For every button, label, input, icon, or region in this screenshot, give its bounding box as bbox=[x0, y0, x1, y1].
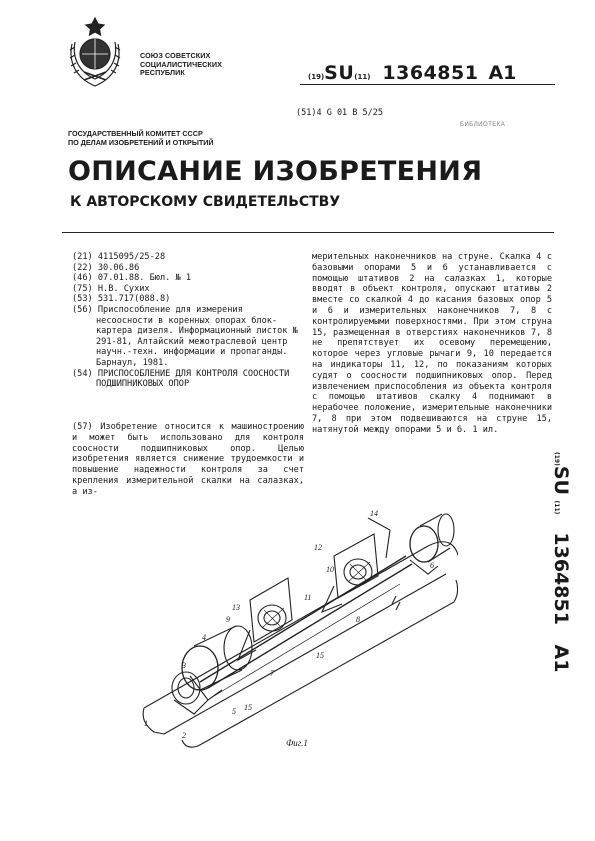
label-2: 2 bbox=[182, 731, 186, 740]
ipc-classification: (51)4 G 01 B 5/25 bbox=[296, 108, 383, 118]
figure-caption: Фиг.1 bbox=[286, 738, 308, 748]
technical-drawing bbox=[138, 500, 458, 762]
committee-name bbox=[68, 130, 214, 147]
header-rule bbox=[300, 84, 555, 85]
field-46: (46) 07.01.88. Бюл. № 1 bbox=[72, 273, 191, 284]
label-14: 14 bbox=[370, 509, 378, 518]
field-53: (53) 531.717(088.8) bbox=[72, 294, 171, 305]
kind-code: A1 bbox=[488, 62, 517, 84]
label-8: 8 bbox=[356, 615, 360, 624]
inid-19: (19) bbox=[308, 73, 325, 81]
description-text: мерительных наконечников на струне. Скалка 4 с базовыми опорами 5 и 6 устанавливается с помощью штативов 2 на салазках 1, которые вводят в объект контроля, опускают штативы 2 вместе со скалкой 4 до касания базовых опор 5 и 6 и измерительных наконечников 7, 8 с контролируемыми поверхностями. При этом струна 15, размещенная в отверстиях наконечников 7, 8 не препятствует их осевому перемещению, которое через угловые рычаги 9, 10 передается на индикаторы 11, 12, по показаниям которых судят о соосности подшипниковых опор. Перед извлечением приспособления из объекта контроля с помощью штативов скалку 4 поднимают в нерабочее положение, измерительные наконечники 7, 8 при этом подвешиваются на струне 15, натянутой между опорами 5 и 6. 1 ил. bbox=[312, 252, 552, 435]
union-line: СОЮЗ СОВЕТСКИХ bbox=[140, 51, 211, 60]
label-5: 5 bbox=[232, 707, 236, 716]
label-1: 1 bbox=[144, 719, 148, 728]
field-21: (21) 4115095/25-28 bbox=[72, 252, 166, 262]
field-75: (75) Н.В. Сухих bbox=[72, 283, 150, 294]
bibliographic-data bbox=[72, 252, 304, 390]
v-inid-19: (19) bbox=[553, 452, 560, 466]
committee-line: ГОСУДАРСТВЕННЫЙ КОМИТЕТ СССР bbox=[68, 129, 203, 138]
ussr-emblem-icon bbox=[62, 14, 128, 92]
inid-11: (11) bbox=[354, 73, 371, 81]
abstract-text: (57) Изобретение относится к машиностроению и может быть использовано для контроля соосности подшипниковых опор. Целью изобретения является снижение трудоемкости и повышение надежности контроля за счет крепления измерительной скалки на салазках, а из- bbox=[72, 422, 304, 497]
committee-line: ПО ДЕЛАМ ИЗОБРЕТЕНИЙ И ОТКРЫТИЙ bbox=[68, 137, 214, 147]
union-name bbox=[140, 52, 222, 78]
patent-number: 1364851 bbox=[382, 62, 479, 84]
v-kind-code: A1 bbox=[550, 644, 572, 673]
union-line: РЕСПУБЛИК bbox=[140, 68, 185, 77]
v-patent-number: 1364851 bbox=[550, 532, 572, 625]
label-3: 3 bbox=[182, 661, 186, 670]
vertical-patent-number bbox=[548, 452, 572, 702]
country-code: SU bbox=[324, 62, 355, 84]
label-6: 6 bbox=[430, 561, 434, 570]
field-54: (54) ПРИСПОСОБЛЕНИЕ ДЛЯ КОНТРОЛЯ СООСНОСТИ ПОДШИПНИКОВЫХ ОПОР bbox=[72, 368, 290, 390]
field-56: (56) Приспособление для измерения несоосности в коренных опорах блок-картера дизеля. Информационный листок № 291-81, Алтайский межотраслевой центр научн.-техн. информации и пропаганды. Барнаул, 1981. bbox=[72, 304, 298, 368]
publication-number bbox=[308, 62, 516, 84]
label-9: 9 bbox=[226, 615, 230, 624]
label-15a: 15 bbox=[316, 651, 324, 660]
document-subtitle: К АВТОРСКОМУ СВИДЕТЕЛЬСТВУ bbox=[70, 194, 341, 210]
field-22: (22) 30.06.86 bbox=[72, 262, 140, 273]
label-12: 12 bbox=[314, 543, 322, 552]
label-10: 10 bbox=[326, 565, 334, 574]
label-11: 11 bbox=[304, 593, 312, 602]
union-line: СОЦИАЛИСТИЧЕСКИХ bbox=[140, 59, 223, 69]
label-7: 7 bbox=[270, 669, 274, 678]
label-15b: 15 bbox=[244, 703, 252, 712]
document-title: ОПИСАНИЕ ИЗОБРЕТЕНИЯ bbox=[68, 156, 483, 187]
v-country-code: SU bbox=[550, 465, 572, 495]
v-inid-11: (11) bbox=[553, 500, 560, 515]
label-4: 4 bbox=[202, 633, 206, 642]
label-13: 13 bbox=[232, 603, 240, 612]
section-rule bbox=[62, 232, 554, 233]
library-stamp: БИБЛИОТЕКА bbox=[460, 122, 506, 128]
